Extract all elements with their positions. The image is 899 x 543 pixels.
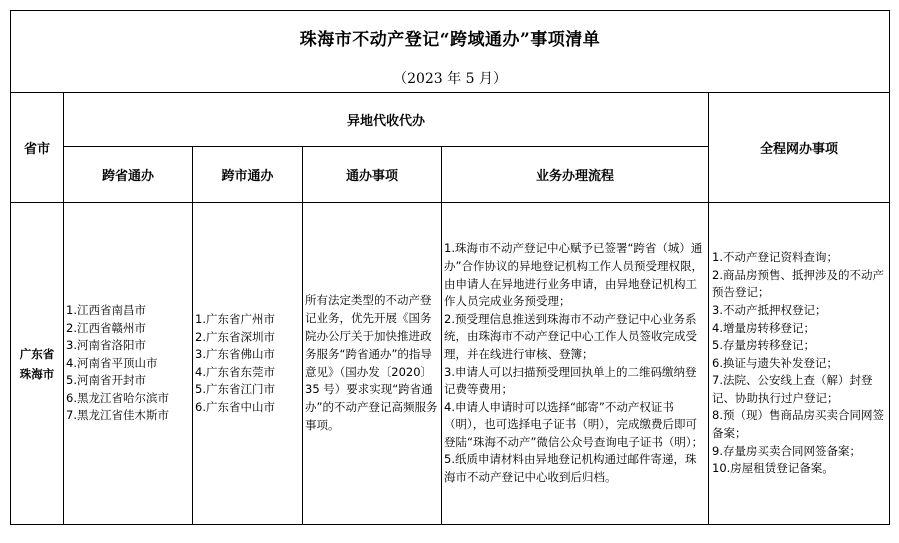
- header-cross-city: 跨市通办: [193, 147, 303, 203]
- process-cell: [442, 203, 709, 525]
- cross-province-item: 2.江西省赣州市: [66, 320, 146, 335]
- cross-province-item: 1.江西省南昌市: [66, 303, 146, 318]
- full-online-item: 7.法院、公安线上查（解）封登记、协助执行过户登记；: [712, 373, 873, 405]
- full-online-item: 5.存量房转移登记；: [712, 338, 815, 353]
- full-online-item: 2.商品房预售、抵押涉及的不动产预告登记；: [712, 267, 884, 300]
- cross-city-item: 2.广东省深圳市: [195, 329, 275, 344]
- full-online-item: 1.不动产登记资料查询；: [712, 250, 838, 265]
- process-step: 1.珠海市不动产登记中心赋予已签署“跨省（城）通办”合作协议的异地登记机构工作人员预受理权限，由申请人在异地进行业务申请，由异地登记机构工作人员完成业务预受理；: [444, 241, 703, 309]
- full-online-cell: [709, 203, 890, 525]
- cross-city-item: 6.广东省中山市: [195, 399, 275, 414]
- cross-city-item: 1.广东省广州市: [195, 312, 275, 326]
- process-step: 4.申请人申请时可以选择“邮寄”不动产权证书（明），也可选择电子证书（明），完成缴费后即可登陆“珠海不动产”微信公众号查询电子证书（明）；: [444, 399, 704, 449]
- full-online-item: 9.存量房买卖合同网签备案；: [712, 443, 861, 458]
- header-offsite-group: 异地代收代办: [64, 93, 709, 147]
- header-item: 通办事项: [303, 147, 442, 203]
- item-cell: [303, 203, 442, 525]
- cross-province-item: 5.河南省开封市: [66, 373, 146, 388]
- process-step: 5.纸质申请材料由异地登记机构通过邮件寄递，珠海市不动产登记中心收到后归档。: [444, 452, 697, 485]
- province-cell: [11, 203, 64, 525]
- cross-city-cell: [193, 203, 303, 525]
- header-process: 业务办理流程: [442, 147, 709, 203]
- full-online-item: 6.换证与遗失补发登记；: [712, 355, 838, 370]
- document-date: （2023 年 5 月）: [393, 71, 507, 87]
- province-name: 广东省珠海市: [19, 346, 55, 381]
- cross-province-item: 3.河南省洛阳市: [66, 338, 146, 353]
- full-online-item: 3.不动产抵押权登记；: [712, 302, 827, 317]
- header-province: 省市: [11, 93, 64, 203]
- full-online-item: 10.房屋租赁登记备案。: [712, 461, 834, 476]
- cross-province-item: 6.黑龙江省哈尔滨市: [66, 390, 169, 405]
- full-online-item: 4.增量房转移登记；: [712, 320, 815, 335]
- process-step: 3.申请人可以扫描预受理回执单上的二维码缴纳登记费等费用；: [444, 364, 697, 397]
- item-description: 所有法定类型的不动产登记业务，优先开展《国务院办公厅关于加快推进政务服务“跨省通办”的指导意见》（国办发〔2020〕35 号）要求实现“跨省通办”的不动产登记高频服务事项。: [305, 293, 438, 432]
- full-online-item: 8.预（现）售商品房买卖合同网签备案；: [712, 408, 884, 441]
- cross-city-item: 4.广东省东莞市: [195, 364, 275, 379]
- document-title: 珠海市不动产登记“跨域通办”事项清单: [299, 30, 601, 50]
- process-step: 2.预受理信息推送到珠海市不动产登记中心业务系统，由珠海市不动产登记中心工作人员签收完成受理，并在线进行审核、登簿；: [444, 311, 697, 361]
- matters-list-table: [10, 10, 890, 525]
- cross-province-item: 4.河南省平顶山市: [66, 355, 158, 370]
- cross-province-cell: [64, 203, 193, 525]
- title-cell: [11, 11, 890, 93]
- cross-province-item: 7.黑龙江省佳木斯市: [66, 408, 169, 423]
- cross-city-item: 3.广东省佛山市: [195, 347, 275, 361]
- header-cross-province: 跨省通办: [64, 147, 193, 203]
- cross-city-item: 5.广东省江门市: [195, 382, 275, 396]
- header-full-online: 全程网办事项: [709, 93, 890, 203]
